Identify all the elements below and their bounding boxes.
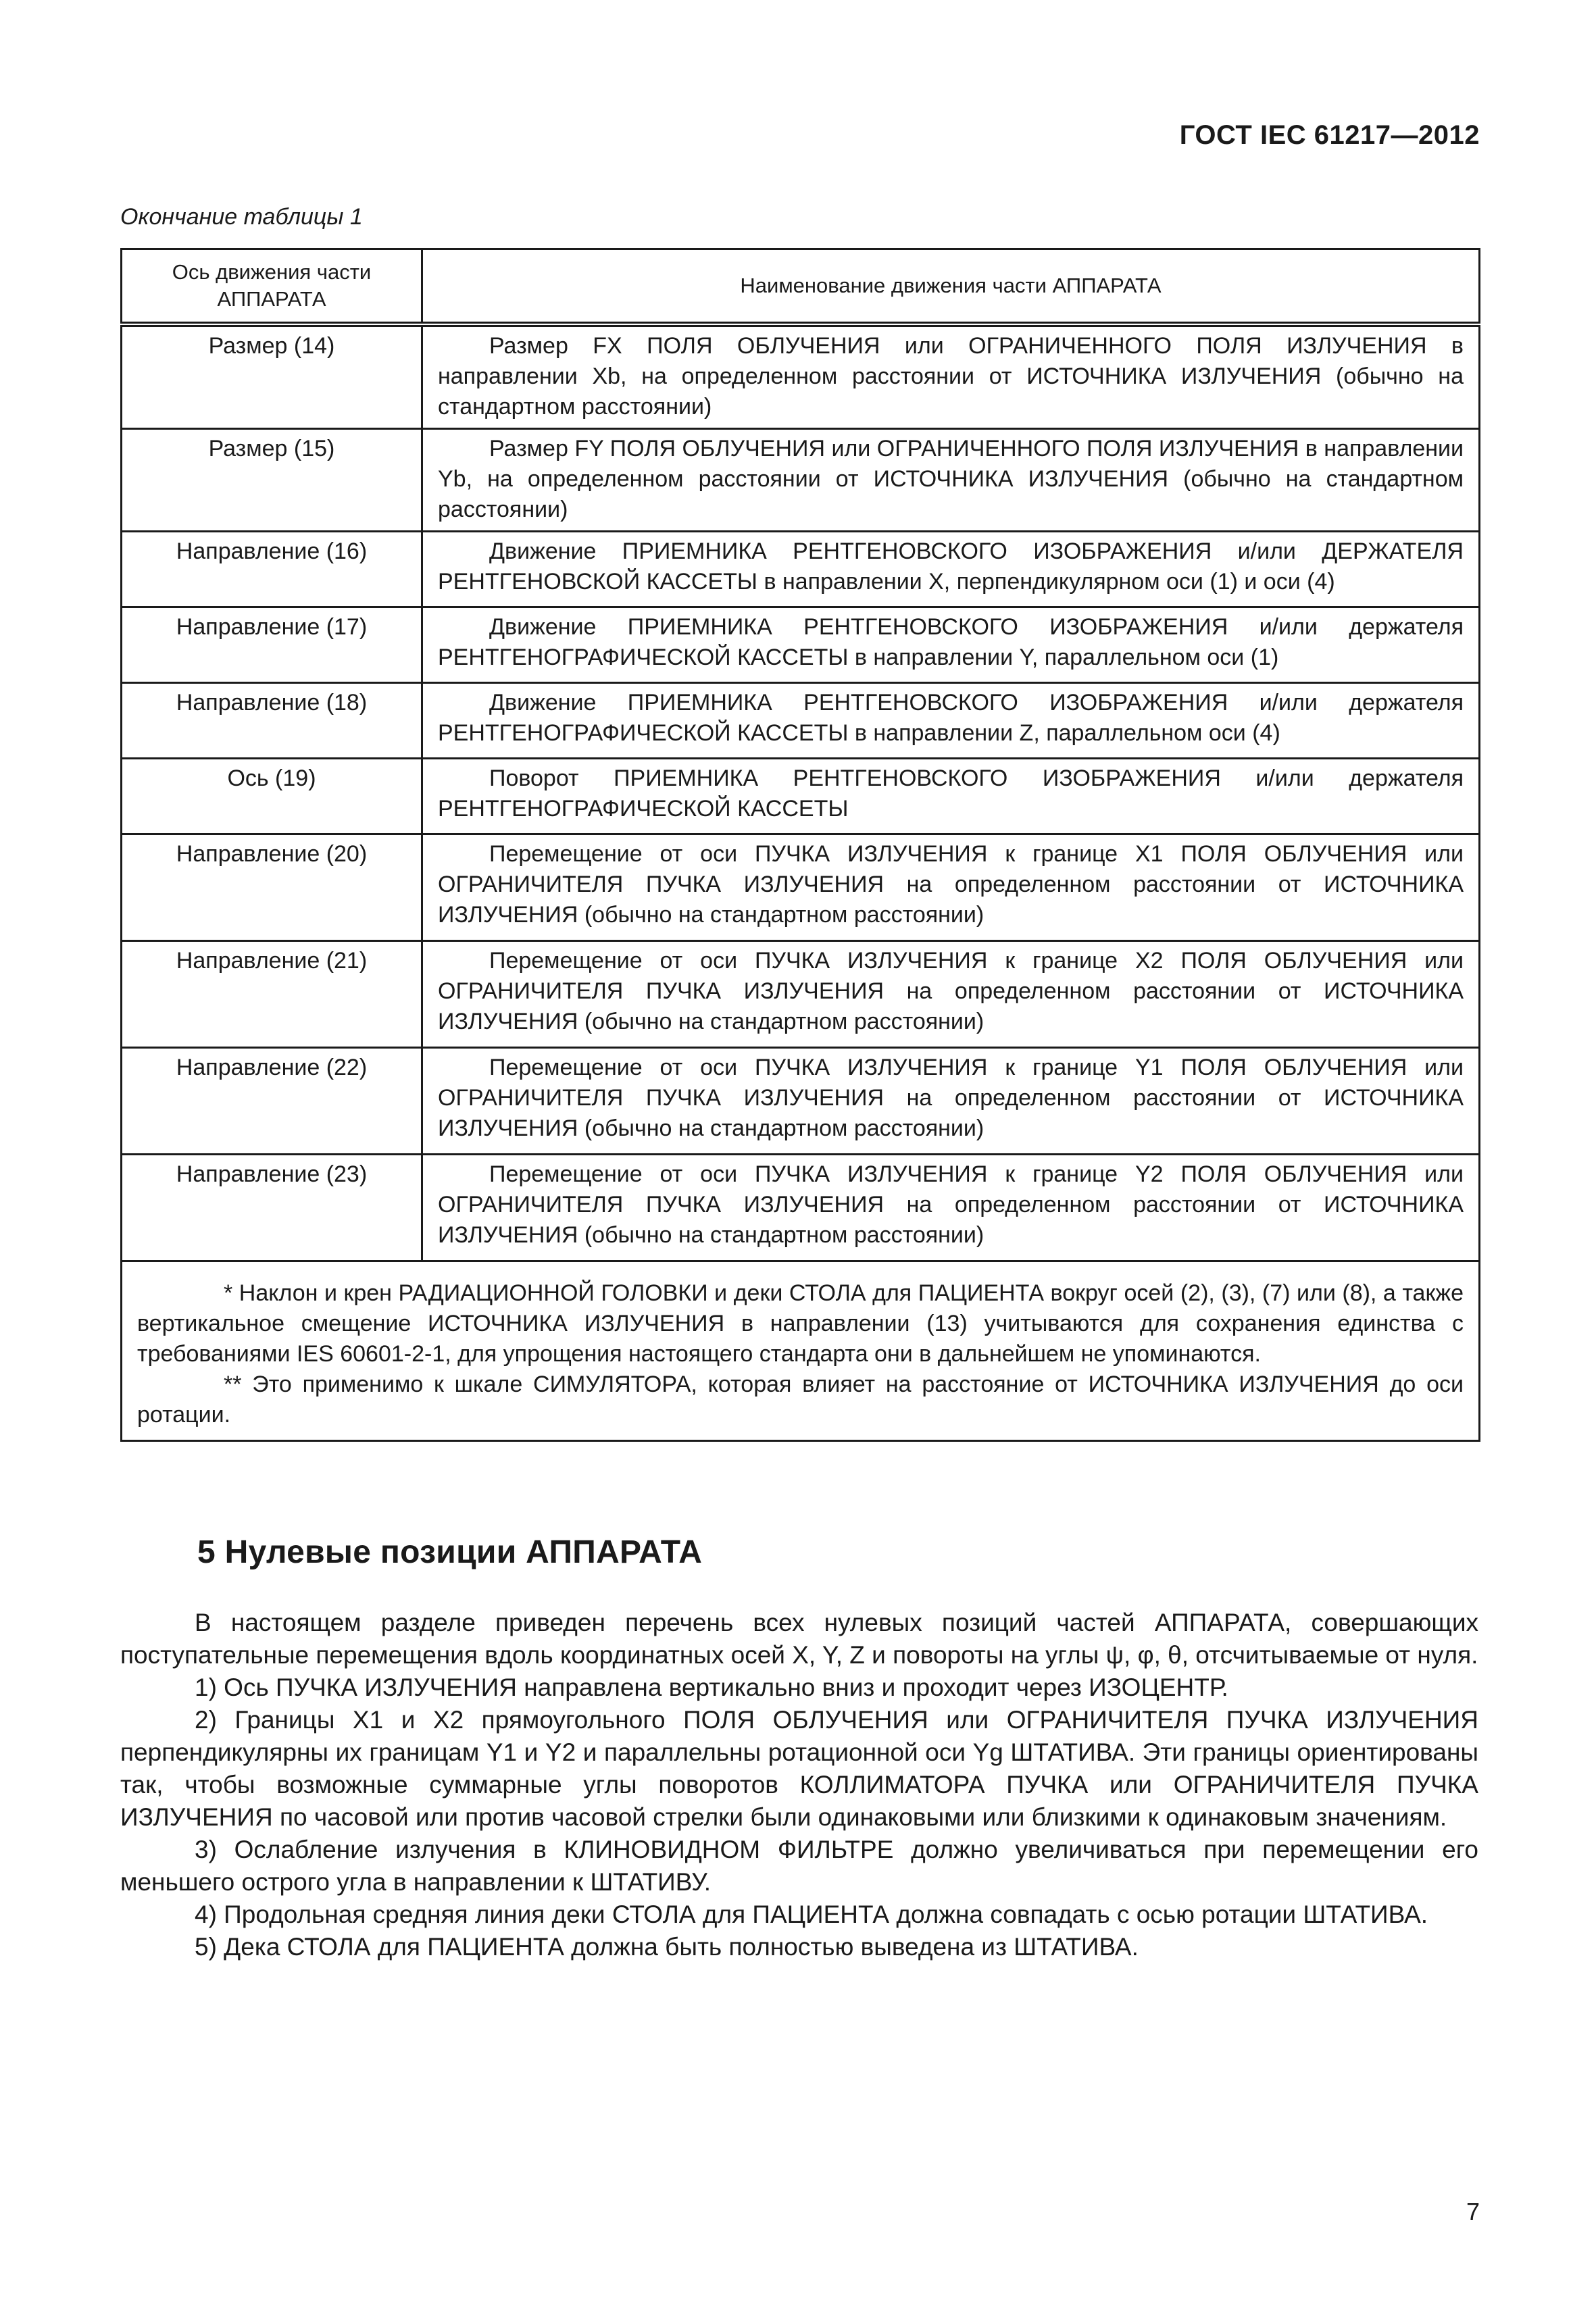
table-row	[122, 607, 1480, 683]
description-cell	[422, 532, 1480, 607]
footnotes-cell	[122, 1261, 1480, 1441]
description-cell	[422, 324, 1480, 429]
section-title: 5 Нулевые позиции АППАРАТА	[197, 1534, 703, 1570]
table-row	[122, 324, 1480, 429]
description-text: Поворот ПРИЕМНИКА РЕНТГЕНОВСКОГО ИЗОБРАЖЕНИЯ и/или держателя РЕНТГЕНОГРАФИЧЕСКОЙ КАССЕТЫ	[438, 765, 1464, 822]
axis-cell: Направление (16)	[122, 532, 422, 607]
description-cell	[422, 1155, 1480, 1261]
description-cell	[422, 683, 1480, 759]
axis-cell: Ось (19)	[122, 759, 422, 834]
table-row	[122, 429, 1480, 532]
axis-cell: Направление (17)	[122, 607, 422, 683]
table-row	[122, 532, 1480, 607]
description-text: Перемещение от оси ПУЧКА ИЗЛУЧЕНИЯ к границе Y1 ПОЛЯ ОБЛУЧЕНИЯ или ОГРАНИЧИТЕЛЯ ПУЧКА ИЗЛУЧЕНИЯ на определенном расстоянии от ИСТОЧНИКА ИЗЛУЧЕНИЯ (обычно на стандартном расстоянии)	[438, 1055, 1464, 1141]
description-cell	[422, 941, 1480, 1048]
description-cell	[422, 429, 1480, 532]
table-footnotes-row	[122, 1261, 1480, 1441]
axis-cell: Направление (22)	[122, 1048, 422, 1155]
paragraph: 2) Границы X1 и X2 прямоугольного ПОЛЯ ОБЛУЧЕНИЯ или ОГРАНИЧИТЕЛЯ ПУЧКА ИЗЛУЧЕНИЯ перпендикулярны их границам Y1 и Y2 и параллельны ротационной оси Yg ШТАТИВА. Эти границы ориентированы так, чтобы возможные суммарные углы поворотов КОЛЛИМАТОРА ПУЧКА или ОГРАНИЧИТЕЛЯ ПУЧКА ИЗЛУЧЕНИЯ по часовой или против часовой стрелки были одинаковыми или близкими к одинаковым значениям.	[120, 1706, 1478, 1831]
paragraph: В настоящем разделе приведен перечень всех нулевых позиций частей АППАРАТА, совершающих поступательные перемещения вдоль координатных осей X, Y, Z и повороты на углы ψ, φ, θ, отсчитываемые от нуля.	[120, 1609, 1478, 1669]
column-header-description: Наименование движения части АППАРАТА	[422, 249, 1480, 325]
footnote: * Наклон и крен РАДИАЦИОННОЙ ГОЛОВКИ и деки СТОЛА для ПАЦИЕНТА вокруг осей (2), (3), (7) или (8), а также вертикальное смещение ИСТОЧНИКА ИЗЛУЧЕНИЯ в направлении (13) учитываются для сохранения единства с требованиями IES 60601-2-1, для упрощения настоящего стандарта они в дальнейшем не упоминаются.	[137, 1280, 1464, 1367]
description-cell	[422, 1048, 1480, 1155]
standard-header: ГОСТ IEC 61217—2012	[1179, 120, 1480, 150]
table-row	[122, 941, 1480, 1048]
table-caption: Окончание таблицы 1	[120, 204, 363, 230]
description-text: Размер FY ПОЛЯ ОБЛУЧЕНИЯ или ОГРАНИЧЕННОГО ПОЛЯ ИЗЛУЧЕНИЯ в направлении Yb, на определенном расстоянии от ИСТОЧНИКА ИЗЛУЧЕНИЯ (обычно на стандартном расстоянии)	[438, 436, 1464, 522]
paragraph: 5) Дека СТОЛА для ПАЦИЕНТА должна быть полностью выведена из ШТАТИВА.	[195, 1933, 1139, 1961]
page-number: 7	[1466, 2198, 1480, 2225]
table-row	[122, 1048, 1480, 1155]
description-text: Размер FX ПОЛЯ ОБЛУЧЕНИЯ или ОГРАНИЧЕННОГО ПОЛЯ ИЗЛУЧЕНИЯ в направлении Xb, на определенном расстоянии от ИСТОЧНИКА ИЗЛУЧЕНИЯ (обычно на стандартном расстоянии)	[438, 333, 1464, 420]
axis-cell: Направление (20)	[122, 834, 422, 941]
description-text: Перемещение от оси ПУЧКА ИЗЛУЧЕНИЯ к границе X1 ПОЛЯ ОБЛУЧЕНИЯ или ОГРАНИЧИТЕЛЯ ПУЧКА ИЗЛУЧЕНИЯ на определенном расстоянии от ИСТОЧНИКА ИЗЛУЧЕНИЯ (обычно на стандартном расстоянии)	[438, 841, 1464, 928]
description-cell	[422, 607, 1480, 683]
axis-cell: Направление (23)	[122, 1155, 422, 1261]
axis-cell: Размер (14)	[122, 324, 422, 429]
description-cell	[422, 759, 1480, 834]
description-text: Движение ПРИЕМНИКА РЕНТГЕНОВСКОГО ИЗОБРАЖЕНИЯ и/или держателя РЕНТГЕНОГРАФИЧЕСКОЙ КАССЕТЫ в направлении Y, параллельном оси (1)	[438, 614, 1464, 670]
paragraph: 3) Ослабление излучения в КЛИНОВИДНОМ ФИЛЬТРЕ должно увеличиваться при перемещении его меньшего острого угла в направлении к ШТАТИВУ.	[120, 1836, 1478, 1896]
footnote: ** Это применимо к шкале СИМУЛЯТОРА, которая влияет на расстояние от ИСТОЧНИКА ИЗЛУЧЕНИЯ до оси ротации.	[137, 1372, 1464, 1428]
column-header-axis: Ось движения части АППАРАТА	[122, 249, 422, 325]
axis-cell: Размер (15)	[122, 429, 422, 532]
table-row	[122, 759, 1480, 834]
table-row	[122, 683, 1480, 759]
description-text: Перемещение от оси ПУЧКА ИЗЛУЧЕНИЯ к границе X2 ПОЛЯ ОБЛУЧЕНИЯ или ОГРАНИЧИТЕЛЯ ПУЧКА ИЗЛУЧЕНИЯ на определенном расстоянии от ИСТОЧНИКА ИЗЛУЧЕНИЯ (обычно на стандартном расстоянии)	[438, 948, 1464, 1034]
table-header-row	[122, 249, 1480, 325]
paragraph: 1) Ось ПУЧКА ИЗЛУЧЕНИЯ направлена вертикально вниз и проходит через ИЗОЦЕНТР.	[195, 1674, 1228, 1701]
description-cell	[422, 834, 1480, 941]
description-text: Движение ПРИЕМНИКА РЕНТГЕНОВСКОГО ИЗОБРАЖЕНИЯ и/или ДЕРЖАТЕЛЯ РЕНТГЕНОВСКОЙ КАССЕТЫ в направлении X, перпендикулярном оси (1) и оси (4)	[438, 538, 1464, 595]
axis-cell: Направление (21)	[122, 941, 422, 1048]
description-text: Перемещение от оси ПУЧКА ИЗЛУЧЕНИЯ к границе Y2 ПОЛЯ ОБЛУЧЕНИЯ или ОГРАНИЧИТЕЛЯ ПУЧКА ИЗЛУЧЕНИЯ на определенном расстоянии от ИСТОЧНИКА ИЗЛУЧЕНИЯ (обычно на стандартном расстоянии)	[438, 1161, 1464, 1248]
section-body	[120, 1607, 1478, 1963]
table-row	[122, 1155, 1480, 1261]
paragraph: 4) Продольная средняя линия деки СТОЛА для ПАЦИЕНТА должна совпадать с осью ротации ШТАТИВА.	[195, 1901, 1428, 1928]
axis-cell: Направление (18)	[122, 683, 422, 759]
description-text: Движение ПРИЕМНИКА РЕНТГЕНОВСКОГО ИЗОБРАЖЕНИЯ и/или держателя РЕНТГЕНОГРАФИЧЕСКОЙ КАССЕТЫ в направлении Z, параллельном оси (4)	[438, 690, 1464, 746]
axes-table	[120, 248, 1480, 1442]
table-row	[122, 834, 1480, 941]
